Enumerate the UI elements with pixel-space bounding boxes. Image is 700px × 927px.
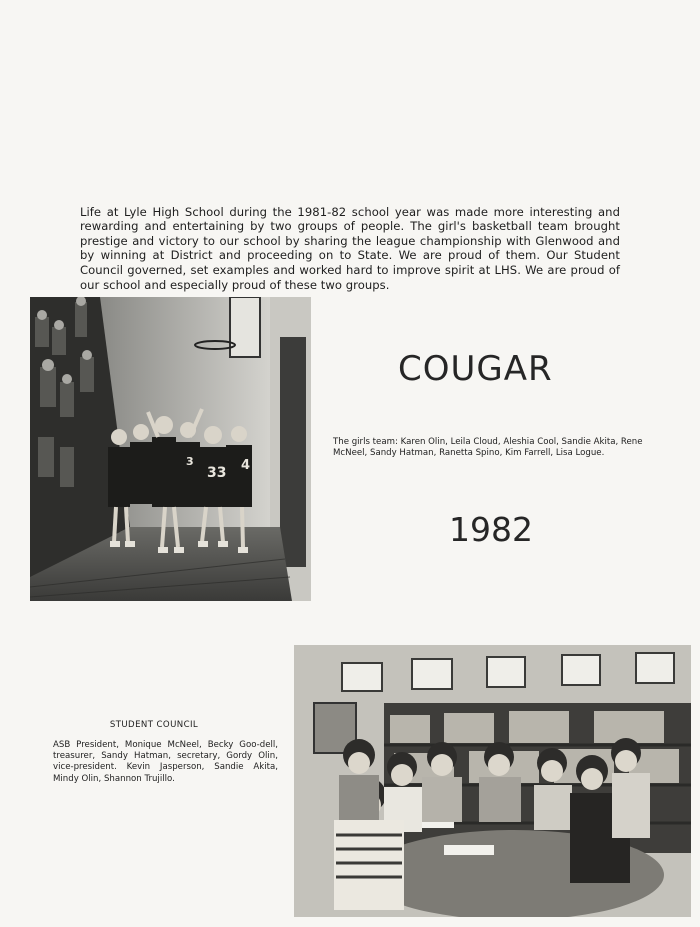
team-photo (30, 297, 311, 601)
council-photo (294, 645, 691, 917)
council-title: STUDENT COUNCIL (109, 720, 199, 730)
intro-paragraph: Life at Lyle High School during the 1981-82 school year was made more interesting and rewarding and entertaining by two groups of people. The girl's basketball team brought prestige and victory to our school by sharing the league championship with Glenwood and by winning at District and proceeding on to State. We are proud of them. Our Student Council governed, set examples and worked hard to improve spirit at LHS. We are proud of our school and especially proud of these two groups. (80, 204, 620, 292)
team-caption: The girls team: Karen Olin, Leila Cloud, Aleshia Cool, Sandie Akita, Rene McNeel, Sandy Hatman, Ranetta Spino, Kim Farrell, Lisa Logue. (333, 436, 643, 458)
jersey-number-3: 3 (186, 455, 194, 468)
jersey-number-4: 4 (241, 458, 251, 473)
council-caption: ASB President, Monique McNeel, Becky Goo-dell, treasurer, Sandy Hatman, secretary, Gordy Olin, vice-president. Kevin Jasperson, Sandie Akita, Mindy Olin, Shannon Trujillo. (53, 739, 278, 784)
year-heading: 1982 (449, 510, 533, 549)
council-photo-image (294, 645, 691, 917)
jersey-number-33: 33 (207, 465, 227, 481)
team-photo-image (30, 297, 311, 601)
page-title: COUGAR (398, 348, 553, 389)
